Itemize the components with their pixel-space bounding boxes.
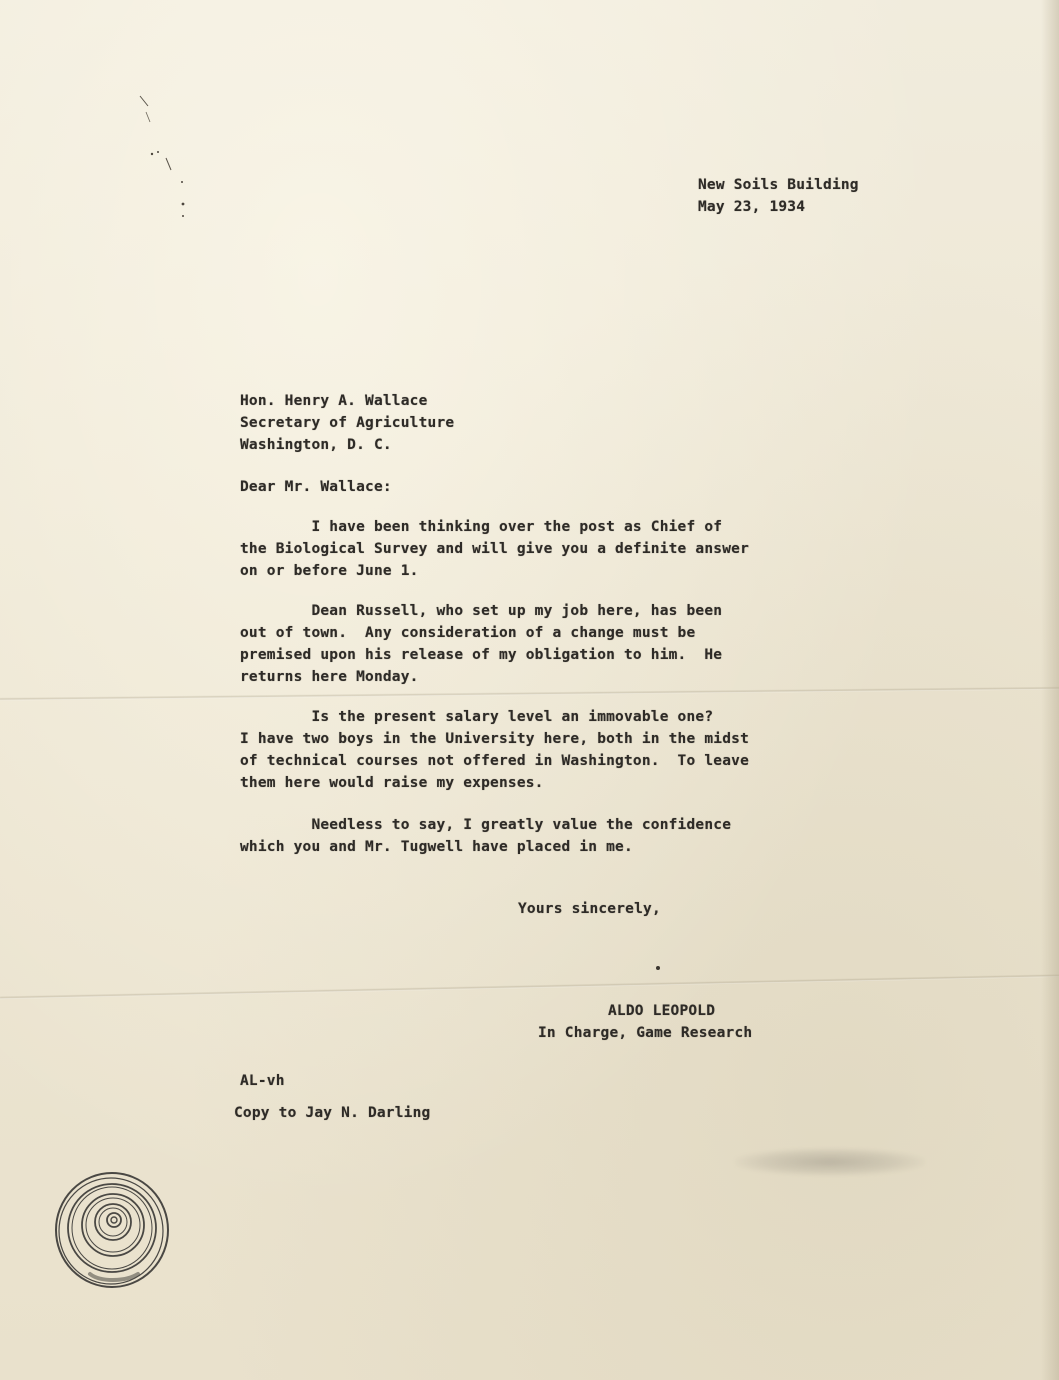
body-paragraph-4: Needless to say, I greatly value the confidence which you and Mr. Tugwell have placed in me. — [240, 817, 732, 855]
signature-name: ALDO LEOPOLD — [608, 1003, 716, 1019]
sender-location: New Soils Building — [698, 177, 859, 193]
recipient-city: Washington, D. C. — [240, 437, 392, 453]
body-paragraph-2: Dean Russell, who set up my job here, has been out of town. Any consideration of a change must be premised upon his release of my obligation to him. He returns here Monday. — [240, 603, 723, 685]
body-paragraph-1: I have been thinking over the post as Chief of the Biological Survey and will give you a definite answer on or before June 1. — [240, 519, 749, 579]
signature-title: In Charge, Game Research — [538, 1025, 753, 1041]
closing: Yours sincerely, — [518, 901, 661, 917]
recipient-title: Secretary of Agriculture — [240, 415, 455, 431]
body-paragraph-3: Is the present salary level an immovable one? I have two boys in the University here, both in the midst of technical courses not offered in Washington. To leave them here would raise my expenses. — [240, 709, 749, 791]
ink-dot — [656, 966, 660, 970]
typist-initials: AL-vh — [240, 1073, 285, 1089]
paper-specks — [138, 92, 198, 222]
concentric-circles-doodle-icon — [50, 1170, 175, 1295]
fold-crease-upper — [0, 686, 1059, 700]
fold-crease-lower — [0, 974, 1059, 999]
paper-edge-shadow — [1041, 0, 1059, 1380]
recipient-name: Hon. Henry A. Wallace — [240, 393, 428, 409]
ink-smudge — [735, 1148, 925, 1176]
copy-note: Copy to Jay N. Darling — [234, 1105, 431, 1121]
letter-date: May 23, 1934 — [698, 199, 806, 215]
salutation: Dear Mr. Wallace: — [240, 479, 392, 495]
